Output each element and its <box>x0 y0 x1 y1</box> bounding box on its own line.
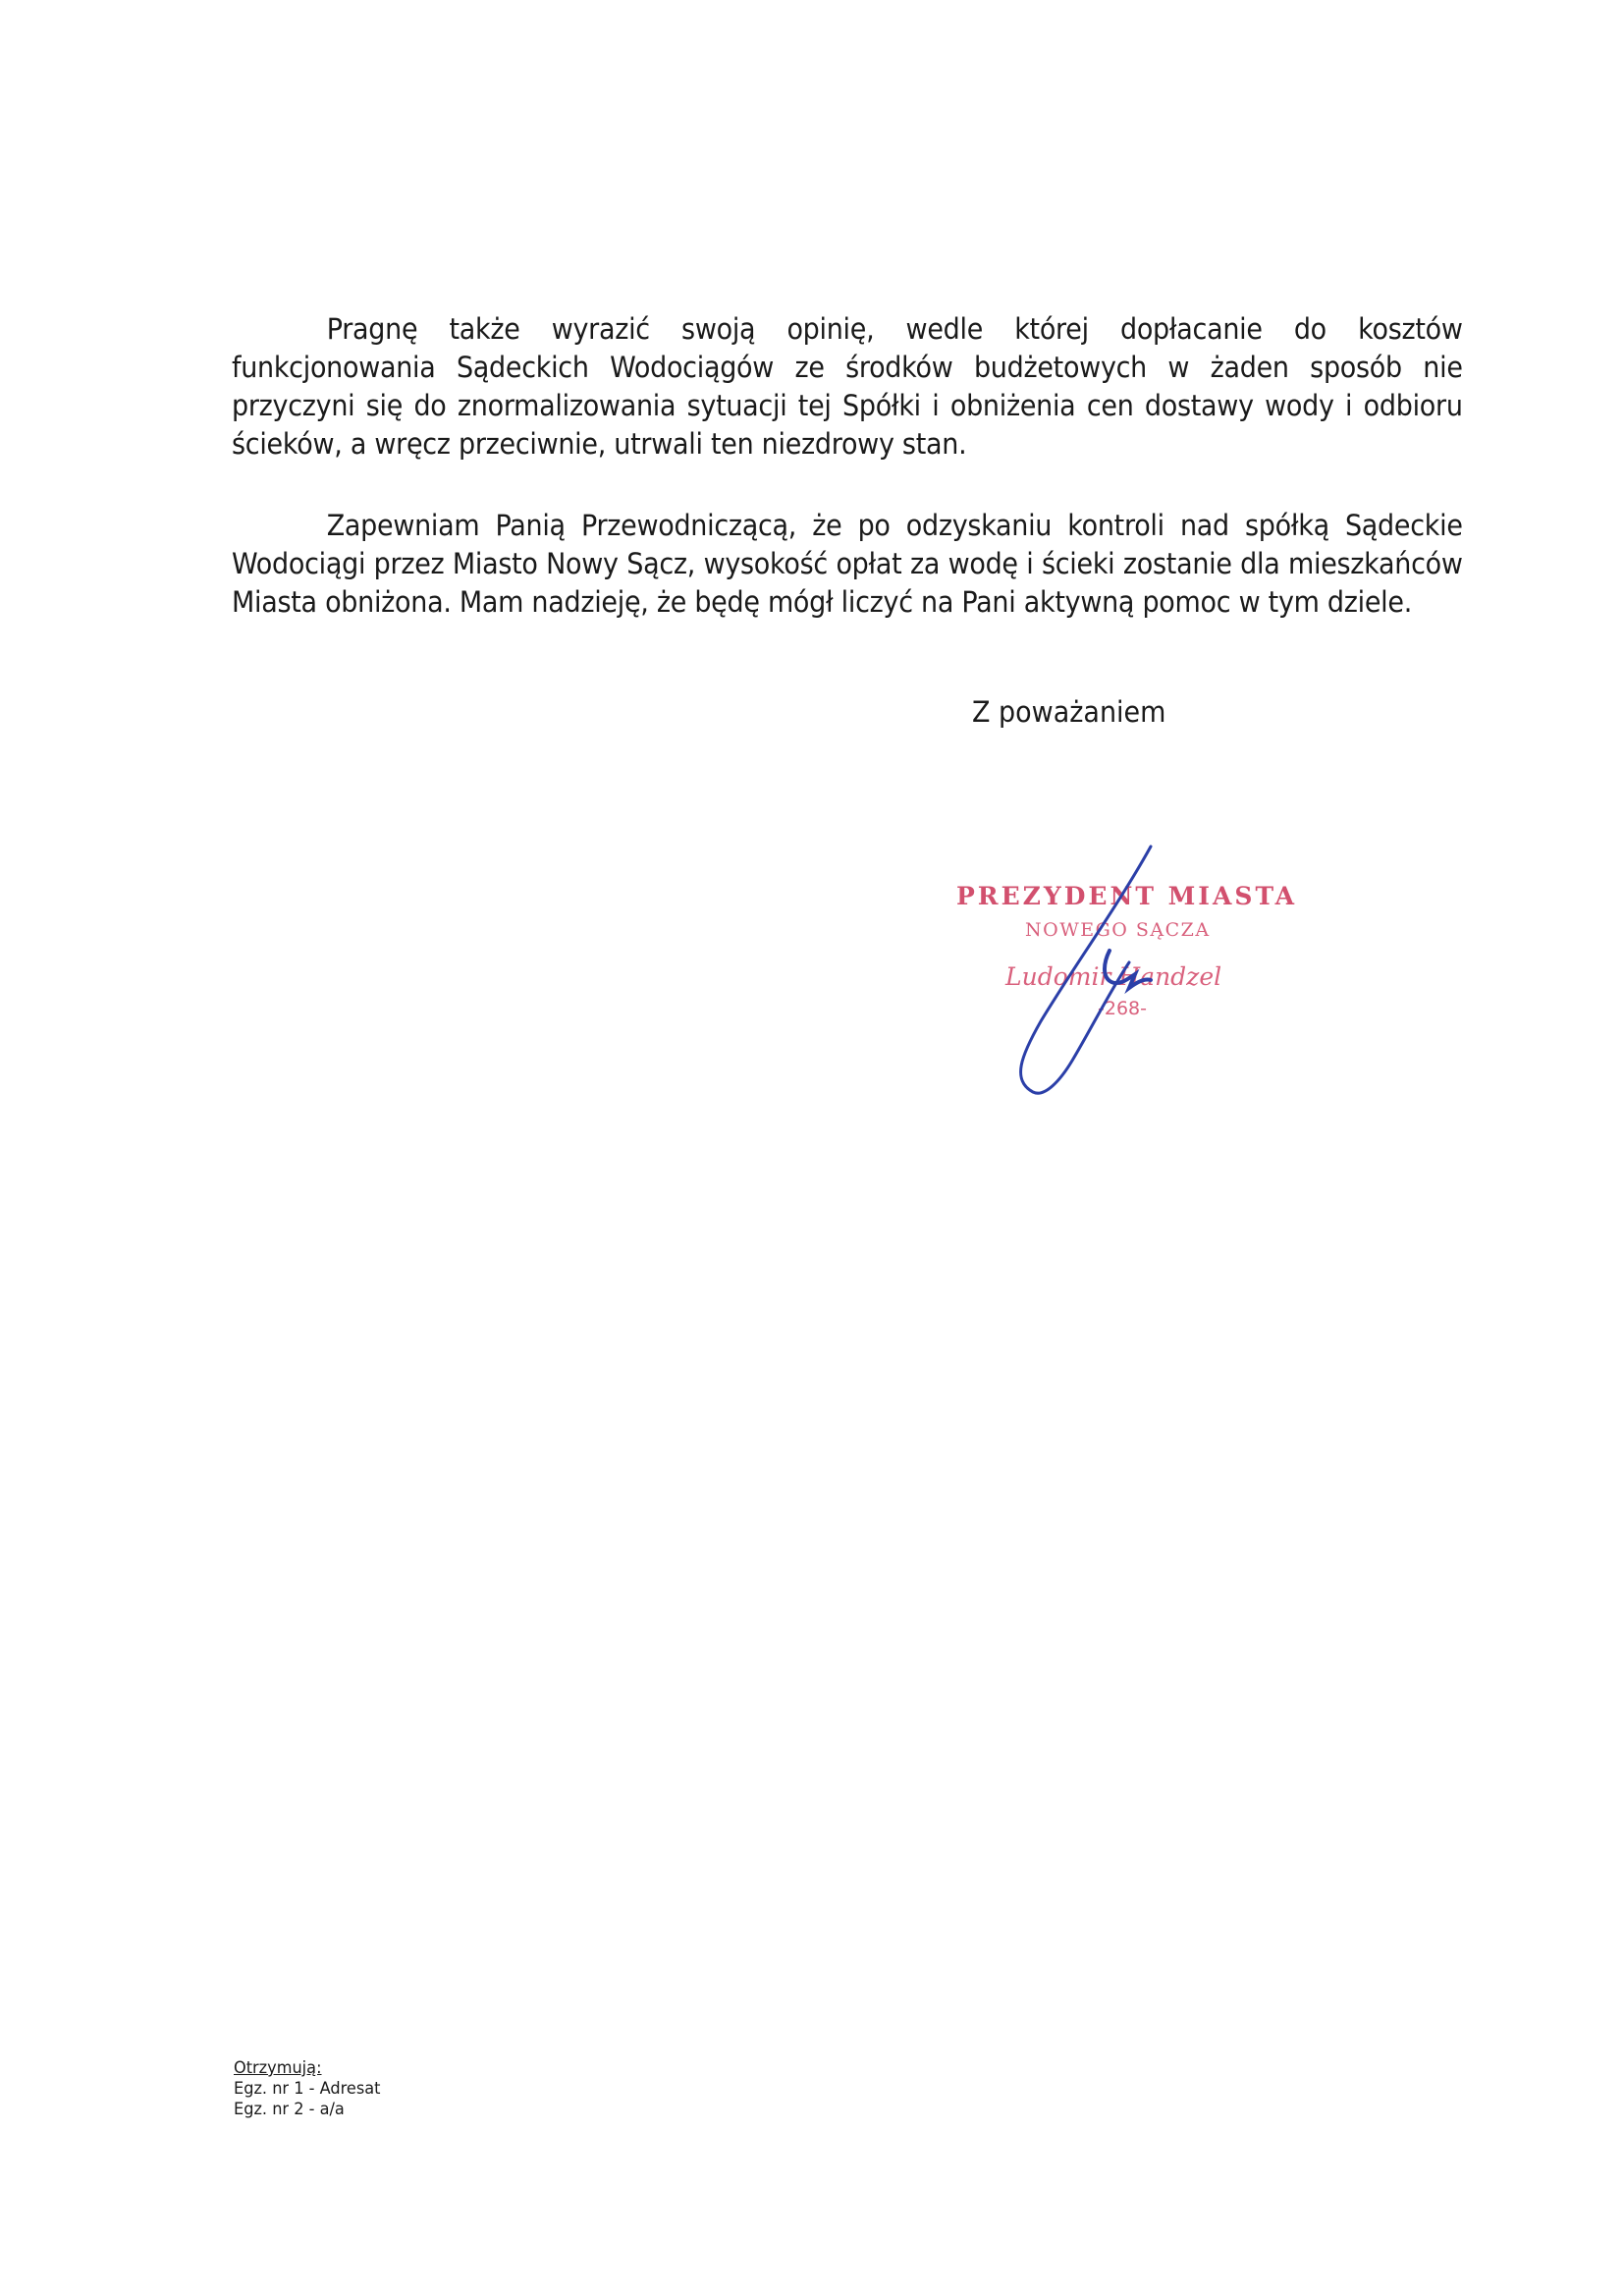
official-stamp <box>943 845 1355 1110</box>
stamp-name: Ludomir Handzel <box>1005 962 1222 991</box>
stamp-number: -268- <box>1098 998 1147 1019</box>
recipient-item: Egz. nr 1 - Adresat <box>234 2079 381 2099</box>
recipients-list <box>234 2058 380 2120</box>
recipient-item: Egz. nr 2 - a/a <box>234 2100 345 2119</box>
paragraph-text: Zapewniam Panią Przewodniczącą, że po odzyskaniu kontroli nad spółką Sądeckie Wodociągi przez Miasto Nowy Sącz, wysokość opłat za wodę i ścieki zostanie dla mieszkańców Miasta obniżona. Mam nadzieję, że będę mógł liczyć na Pani aktywną pomoc w tym dziele. <box>232 509 1463 619</box>
paragraph-assurance <box>232 507 1463 622</box>
stamp-subtitle: NOWEGO SĄCZA <box>1025 919 1211 941</box>
paragraph-text: Pragnę także wyrazić swoją opinię, wedle której dopłacanie do kosztów funkcjonowania Sądeckich Wodociągów ze środków budżetowych w żaden sposób nie przyczyni się do znormalizowania sytuacji tej Spółki i obniżenia cen dostawy wody i odbioru ścieków, a wręcz przeciwnie, utrwali ten niezdrowy stan. <box>232 312 1463 461</box>
closing-salutation: Z poważaniem <box>972 695 1166 729</box>
stamp-title: PREZYDENT MIASTA <box>956 882 1298 910</box>
paragraph-opinion <box>232 310 1463 464</box>
recipients-header: Otrzymują: <box>234 2058 322 2078</box>
